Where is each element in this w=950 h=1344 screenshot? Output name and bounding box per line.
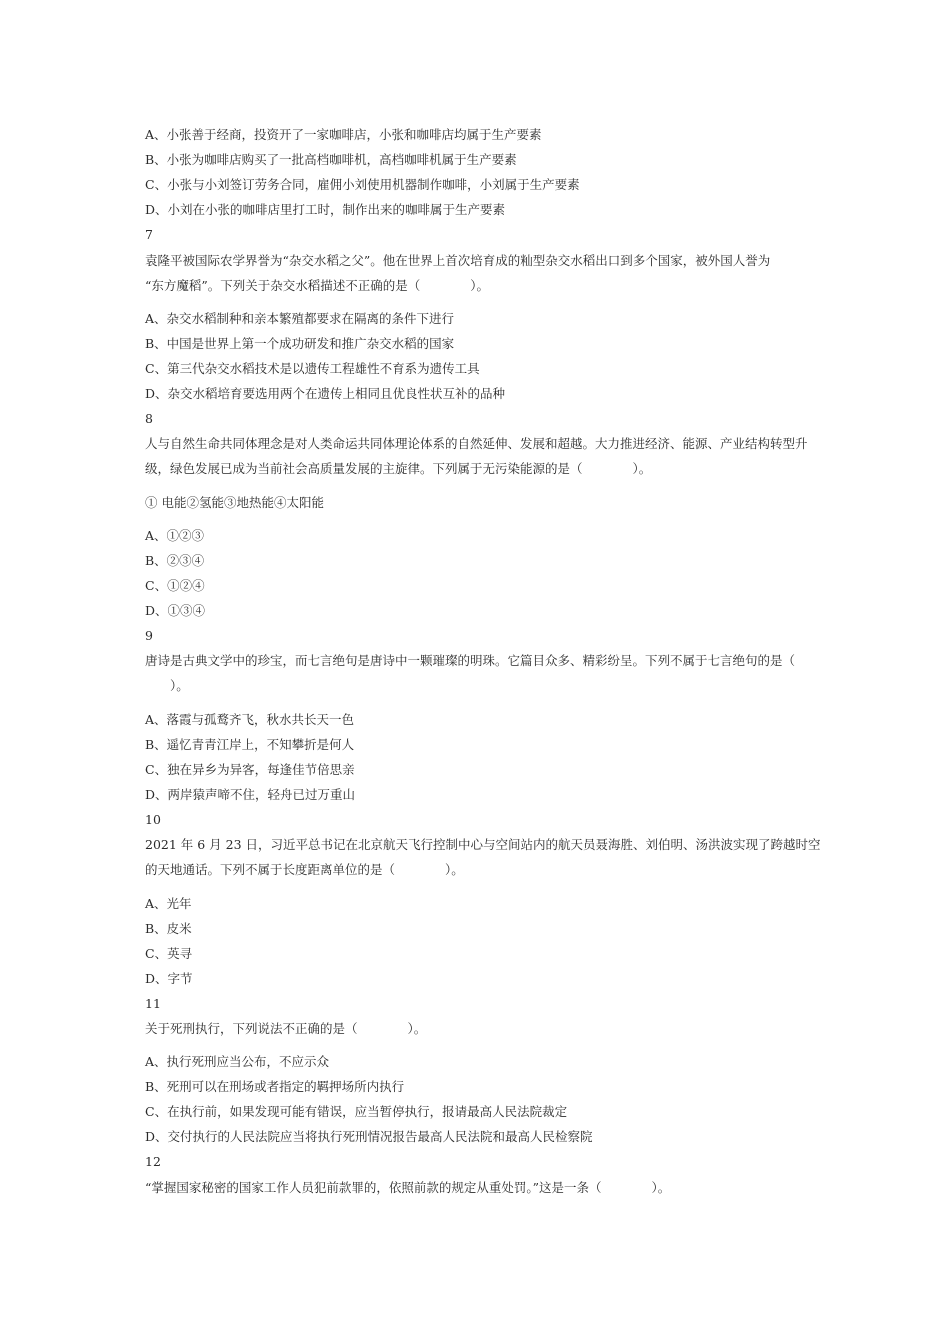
q11-option-d: D、交付执行的人民法院应当将执行死刑情况报告最高人民法院和最高人民检察院 — [145, 1129, 593, 1144]
q8-option-b: B、②③④ — [145, 553, 205, 568]
q8-option-c: C、①②④ — [145, 578, 205, 593]
q10-option-d: D、字节 — [145, 971, 193, 986]
q8-option-a: A、①②③ — [145, 528, 205, 543]
q7-option-a: A、杂交水稻制种和亲本繁殖都要求在隔离的条件下进行 — [145, 311, 455, 326]
q8-sub-items: ① 电能②氢能③地热能④太阳能 — [145, 495, 324, 510]
q8-number: 8 — [145, 411, 153, 426]
q9-stem-line-1: 唐诗是古典文学中的珍宝，而七言绝句是唐诗中一颗璀璨的明珠。它篇目众多、精彩纷呈。下列不属于七言绝句的是（ — [145, 653, 796, 668]
q9-option-b: B、遥忆青青江岸上，不知攀折是何人 — [145, 737, 355, 752]
q10-stem-line-1: 2021 年 6 月 23 日，习近平总书记在北京航天飞行控制中心与空间站内的航天员聂海胜、刘伯明、汤洪波实现了跨越时空 — [145, 837, 821, 852]
q9-number: 9 — [145, 628, 153, 643]
q10-option-c: C、英寻 — [145, 946, 193, 961]
q6-option-a: A、小张善于经商，投资开了一家咖啡店，小张和咖啡店均属于生产要素 — [145, 127, 542, 142]
q7-number: 7 — [145, 227, 153, 242]
q12-stem-line-1: “掌握国家秘密的国家工作人员犯前款罪的，依照前款的规定从重处罚。”这是一条（ ）。 — [145, 1180, 671, 1195]
q10-stem-line-2: 的天地通话。下列不属于长度距离单位的是（ ）。 — [145, 862, 464, 877]
q6-option-b: B、小张为咖啡店购买了一批高档咖啡机，高档咖啡机属于生产要素 — [145, 152, 517, 167]
q7-option-d: D、杂交水稻培育要选用两个在遗传上相同且优良性状互补的品种 — [145, 386, 506, 401]
q11-stem-line-1: 关于死刑执行，下列说法不正确的是（ ）。 — [145, 1021, 427, 1036]
q11-option-a: A、执行死刑应当公布，不应示众 — [145, 1054, 330, 1069]
q12-number: 12 — [145, 1154, 161, 1169]
q7-stem-line-2: “东方魔稻”。下列关于杂交水稻描述不正确的是（ ）。 — [145, 278, 490, 293]
q9-option-a: A、落霞与孤鹜齐飞，秋水共长天一色 — [145, 712, 355, 727]
q11-option-b: B、死刑可以在刑场或者指定的羁押场所内执行 — [145, 1079, 405, 1094]
q6-option-d: D、小刘在小张的咖啡店里打工时，制作出来的咖啡属于生产要素 — [145, 202, 506, 217]
q10-option-a: A、光年 — [145, 896, 192, 911]
q9-option-d: D、两岸猿声啼不住，轻舟已过万重山 — [145, 787, 356, 802]
q9-option-c: C、独在异乡为异客，每逢佳节倍思亲 — [145, 762, 355, 777]
q10-number: 10 — [145, 812, 161, 827]
q7-option-c: C、第三代杂交水稻技术是以遗传工程雄性不育系为遗传工具 — [145, 361, 480, 376]
q8-stem-line-2: 级，绿色发展已成为当前社会高质量发展的主旋律。下列属于无污染能源的是（ ）。 — [145, 461, 652, 476]
q7-stem-line-1: 袁隆平被国际农学界誉为“杂交水稻之父”。他在世界上首次培育成的籼型杂交水稻出口到多个国家，被外国人誉为 — [145, 253, 771, 268]
q8-option-d: D、①③④ — [145, 603, 206, 618]
q6-option-c: C、小张与小刘签订劳务合同，雇佣小刘使用机器制作咖啡，小刘属于生产要素 — [145, 177, 580, 192]
q11-number: 11 — [145, 996, 161, 1011]
q8-stem-line-1: 人与自然生命共同体理念是对人类命运共同体理论体系的自然延伸、发展和超越。大力推进经济、能源、产业结构转型升 — [145, 436, 808, 451]
q11-option-c: C、在执行前，如果发现可能有错误，应当暂停执行，报请最高人民法院裁定 — [145, 1104, 568, 1119]
q9-stem-line-2: ）。 — [145, 678, 189, 693]
q10-option-b: B、皮米 — [145, 921, 192, 936]
q7-option-b: B、中国是世界上第一个成功研发和推广杂交水稻的国家 — [145, 336, 455, 351]
